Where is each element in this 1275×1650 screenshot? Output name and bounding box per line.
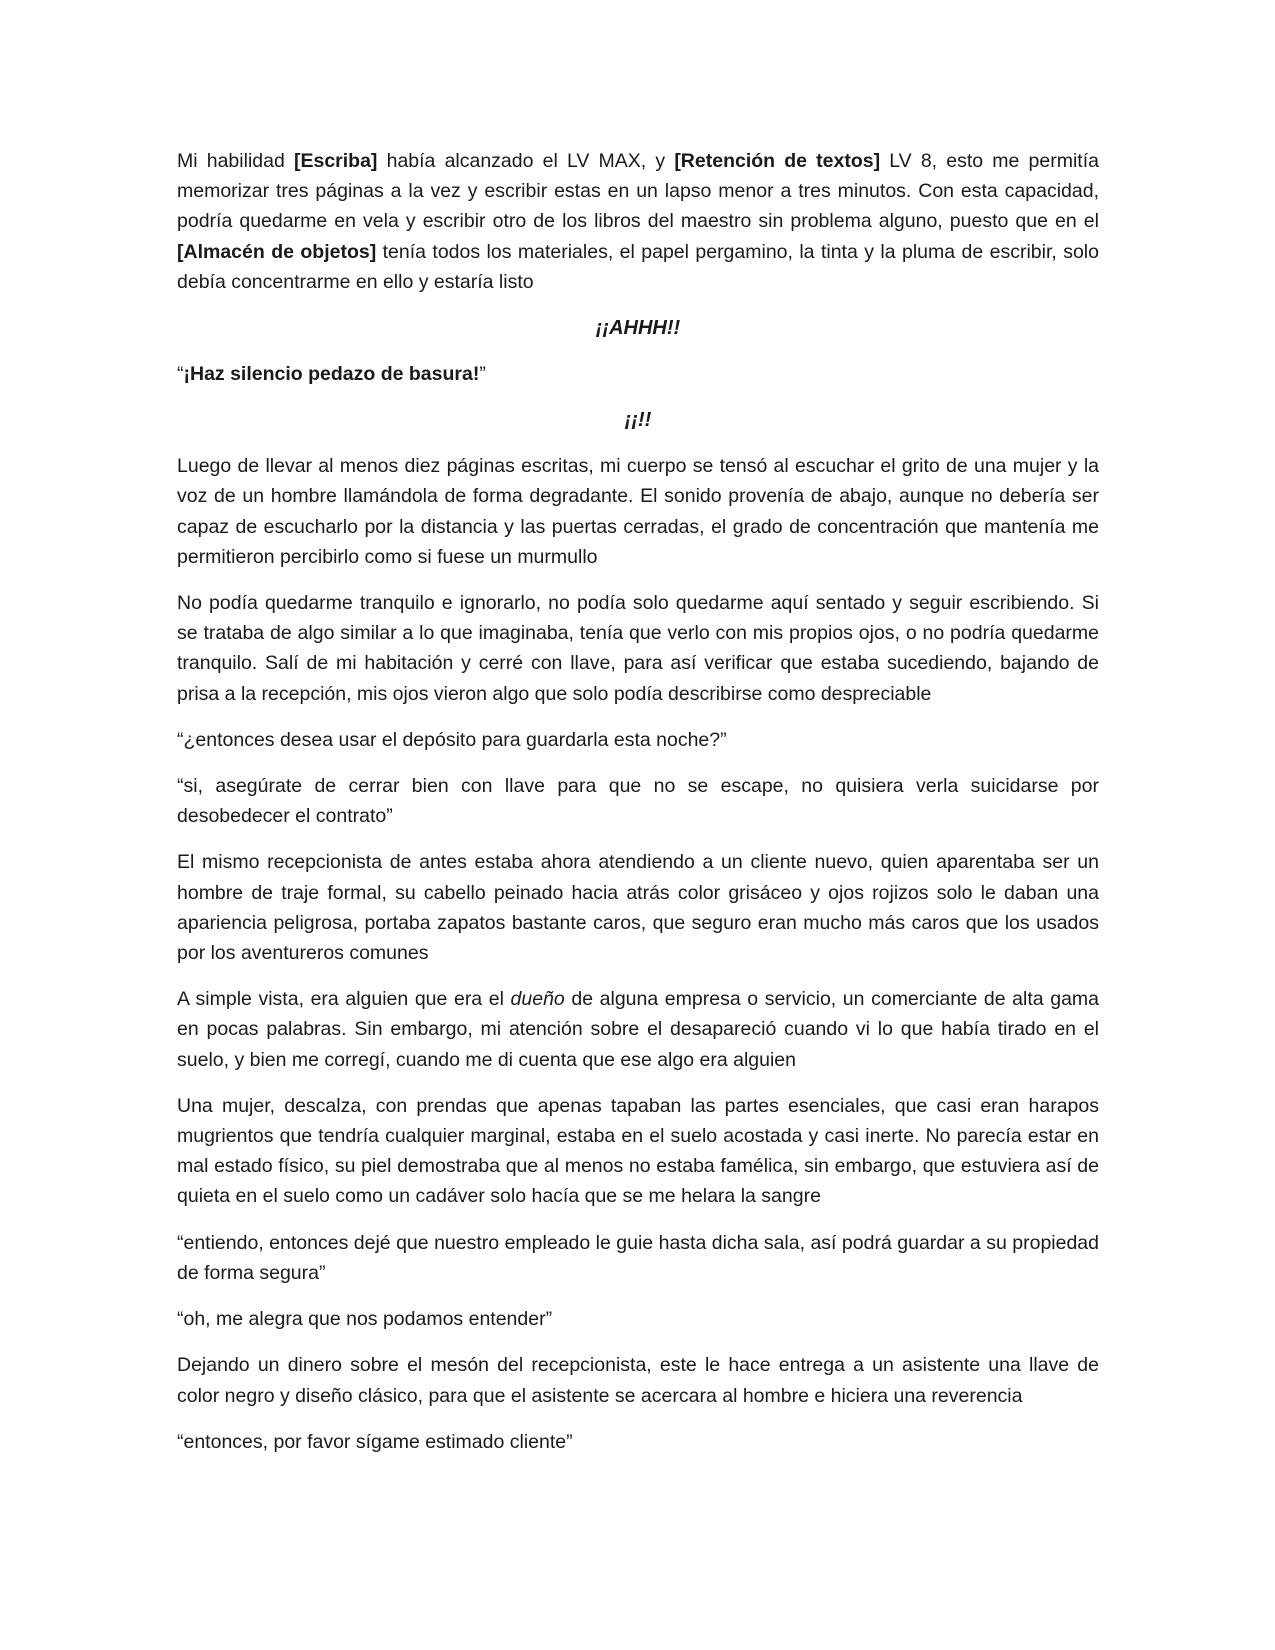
paragraph-owner [177, 984, 1099, 1075]
text-segment: había alcanzado el LV MAX, y [377, 150, 675, 172]
text-segment: tenía todos los materiales, el papel pergamino, la tinta y la pluma de escribir, solo debía concentrarme en ello y estaría listo [177, 240, 1099, 293]
dialogue-understand: “entiendo, entonces dejé que nuestro empleado le guie hasta dicha sala, así podrá guardar a su propiedad de forma segura” [177, 1231, 1099, 1284]
paragraph-tension: Luego de llevar al menos diez páginas escritas, mi cuerpo se tensó al escuchar el grito de una mujer y la voz de un hombre llamándola de forma degradante. El sonido provenía de abajo, aunque no debería ser capaz de escucharlo por la distancia y las puertas cerradas, el grado de concentración que mantenía me permitieron percibirlo como si fuese un murmullo [177, 455, 1099, 568]
text-segment: de alguna empresa o servicio, un comerciante de alta gama en pocas palabras. Sin embargo, mi atención sobre el desapareció cuando vi lo que había tirado en el suelo, y bien me corregí, cuando me di cuenta que ese algo era alguien [177, 988, 1099, 1071]
skill-name-almacen: [Almacén de objetos] [177, 240, 377, 263]
paragraph-receptionist: El mismo recepcionista de antes estaba ahora atendiendo a un cliente nuevo, quien aparentaba ser un hombre de traje formal, su cabello peinado hacia atrás color grisáceo y ojos rojizos solo le daban una apariencia peligrosa, portaba zapatos bastante caros, que seguro eran mucho más caros que los usados por los aventureros comunes [177, 851, 1099, 965]
dialogue-glad: “oh, me alegra que nos podamos entender” [177, 1308, 553, 1331]
text-segment: Mi habilidad [177, 150, 294, 172]
text-segment: LV 8, esto me permitía memorizar tres páginas a la vez y escribir estas en un lapso menor a tres minutos. Con esta capacidad, podría quedarme en vela y escribir otro de los libros del maestro sin problema alguno, puesto que en el [177, 150, 1099, 233]
close-quote: ” [479, 363, 486, 386]
skill-name-retencion: [Retención de textos] [674, 150, 881, 172]
scream-exclamation: ¡¡!! [624, 409, 652, 432]
text-segment: A simple vista, era alguien que era el [177, 988, 511, 1011]
open-quote: “ [177, 363, 184, 386]
paragraph-skills [177, 146, 1099, 297]
shout-text: ¡Haz silencio pedazo de basura! [183, 363, 480, 386]
dialogue-deposit: “¿entonces desea usar el depósito para guardarla esta noche?” [177, 728, 727, 751]
dialogue-lock: “si, asegúrate de cerrar bien con llave para que no se escape, no quisiera verla suicidarse por desobedecer el contrato” [177, 775, 1099, 828]
dialogue-follow-me: “entonces, por favor sígame estimado cliente” [177, 1430, 573, 1453]
paragraph-decision: No podía quedarme tranquilo e ignorarlo, no podía solo quedarme aquí sentado y seguir escribiendo. Si se trataba de algo similar a lo que imaginaba, tenía que verlo con mis propios ojos, o no podría quedarme tranquilo. Salí de mi habitación y cerré con llave, para así verificar que estaba sucediendo, bajando de prisa a la recepción, mis ojos vieron algo que solo podía describirse como despreciable [177, 592, 1099, 705]
emphasis-owner: dueño [510, 988, 565, 1011]
document-page [177, 146, 1099, 1473]
skill-name-escriba: [Escriba] [293, 150, 378, 172]
paragraph-woman: Una mujer, descalza, con prendas que apenas tapaban las partes esenciales, que casi eran harapos mugrientos que tendría cualquier marginal, estaba en el suelo acostada y casi inerte. No parecía estar en mal estado físico, su piel demostraba que al menos no estaba famélica, sin embargo, que estuviera así de quieta en el suelo como un cadáver solo hacía que se me helara la sangre [177, 1094, 1099, 1208]
dialogue-silence [177, 359, 1099, 389]
scream-ahhh: ¡¡AHHH!! [595, 317, 681, 340]
paragraph-key: Dejando un dinero sobre el mesón del recepcionista, este le hace entrega a un asistente una llave de color negro y diseño clásico, para que el asistente se acercara al hombre e hiciera una reverencia [177, 1354, 1099, 1407]
